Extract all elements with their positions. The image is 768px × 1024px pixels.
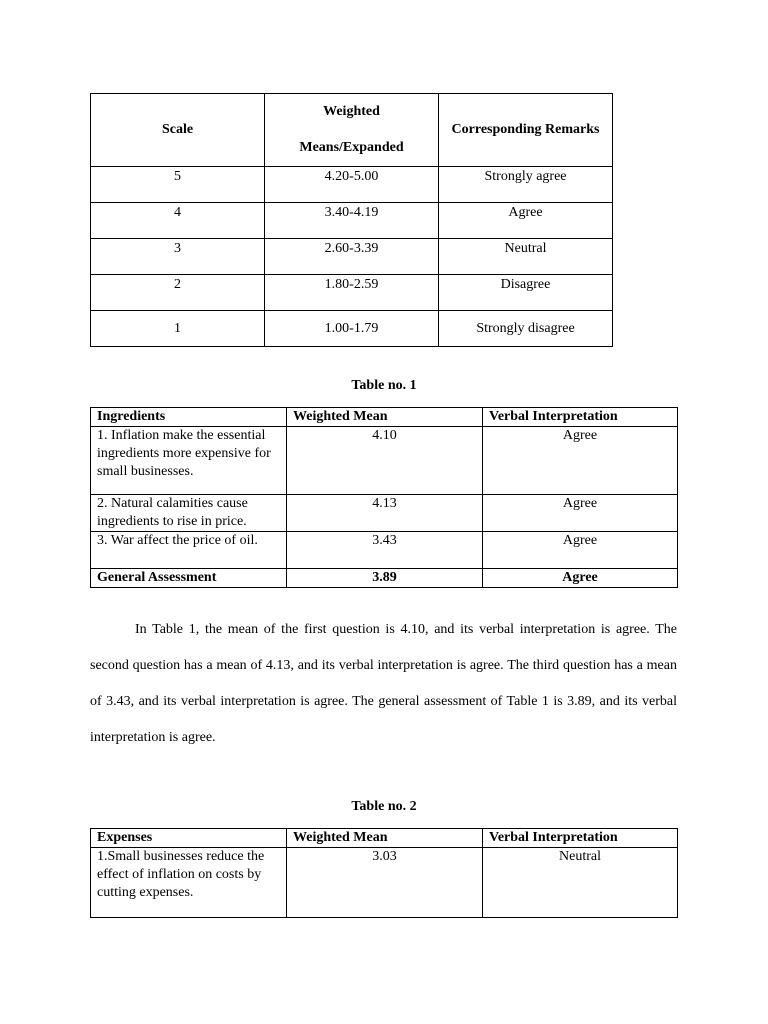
scale-value: 5 bbox=[91, 167, 265, 203]
range-value: 1.00-1.79 bbox=[265, 311, 439, 347]
table-row bbox=[91, 495, 678, 532]
scale-header: Scale bbox=[91, 94, 265, 167]
table-row bbox=[91, 167, 613, 203]
table2-header bbox=[91, 829, 678, 848]
weighted-mean-header: Weighted Mean bbox=[287, 829, 483, 848]
mean-value: 3.03 bbox=[287, 848, 483, 918]
item-text: 3. War affect the price of oil. bbox=[91, 532, 287, 569]
remarks-header: Corresponding Remarks bbox=[439, 94, 613, 167]
item-text: 2. Natural calamities cause ingredients to rise in price. bbox=[91, 495, 287, 532]
scale-table-header bbox=[91, 94, 613, 167]
remark-value: Disagree bbox=[439, 275, 613, 311]
verbal-interpretation-header: Verbal Interpretation bbox=[483, 829, 678, 848]
table-row bbox=[91, 532, 678, 569]
table-row bbox=[91, 239, 613, 275]
scale-value: 3 bbox=[91, 239, 265, 275]
remark-value: Neutral bbox=[439, 239, 613, 275]
interpretation-paragraph bbox=[90, 612, 677, 756]
ingredients-header: Ingredients bbox=[91, 408, 287, 427]
general-assessment-label: General Assessment bbox=[91, 569, 287, 588]
interp-value: Agree bbox=[483, 532, 678, 569]
table2 bbox=[90, 828, 678, 918]
mean-value: 4.10 bbox=[287, 427, 483, 495]
table-row bbox=[91, 427, 678, 495]
range-value: 4.20-5.00 bbox=[265, 167, 439, 203]
weighted-header-line1: Weighted bbox=[323, 104, 380, 119]
range-value: 3.40-4.19 bbox=[265, 203, 439, 239]
range-value: 2.60-3.39 bbox=[265, 239, 439, 275]
scale-value: 2 bbox=[91, 275, 265, 311]
remark-value: Strongly agree bbox=[439, 167, 613, 203]
scale-value: 1 bbox=[91, 311, 265, 347]
weighted-means-header bbox=[265, 94, 439, 167]
paragraph-text: In Table 1, the mean of the first question is 4.10, and its verbal interpretation is agree. The second question has a mean of 4.13, and its verbal interpretation is agree. The third question has a mean of 3.43, and its verbal interpretation is agree. The general assessment of Table 1 is 3.89, and its verbal interpretation is agree. bbox=[90, 622, 677, 745]
interp-value: Agree bbox=[483, 495, 678, 532]
table1-caption: Table no. 1 bbox=[351, 378, 417, 393]
remark-value: Agree bbox=[439, 203, 613, 239]
mean-value: 4.13 bbox=[287, 495, 483, 532]
weighted-header-line2: Means/Expanded bbox=[299, 140, 404, 155]
table2-caption: Table no. 2 bbox=[351, 799, 417, 814]
remark-value: Strongly disagree bbox=[439, 311, 613, 347]
table1-header bbox=[91, 408, 678, 427]
scale-value: 4 bbox=[91, 203, 265, 239]
item-text: 1. Inflation make the essential ingredients more expensive for small businesses. bbox=[91, 427, 287, 495]
table-row bbox=[91, 275, 613, 311]
general-assessment-interp: Agree bbox=[483, 569, 678, 588]
interp-value: Agree bbox=[483, 427, 678, 495]
mean-value: 3.43 bbox=[287, 532, 483, 569]
interp-value: Neutral bbox=[483, 848, 678, 918]
table-row bbox=[91, 848, 678, 918]
table-row bbox=[91, 203, 613, 239]
item-text: 1.Small businesses reduce the effect of inflation on costs by cutting expenses. bbox=[91, 848, 287, 918]
verbal-interpretation-header: Verbal Interpretation bbox=[483, 408, 678, 427]
general-assessment-mean: 3.89 bbox=[287, 569, 483, 588]
weighted-mean-header: Weighted Mean bbox=[287, 408, 483, 427]
table-row bbox=[91, 311, 613, 347]
scale-table bbox=[90, 93, 613, 347]
table1 bbox=[90, 407, 678, 588]
general-assessment-row bbox=[91, 569, 678, 588]
range-value: 1.80-2.59 bbox=[265, 275, 439, 311]
expenses-header: Expenses bbox=[91, 829, 287, 848]
